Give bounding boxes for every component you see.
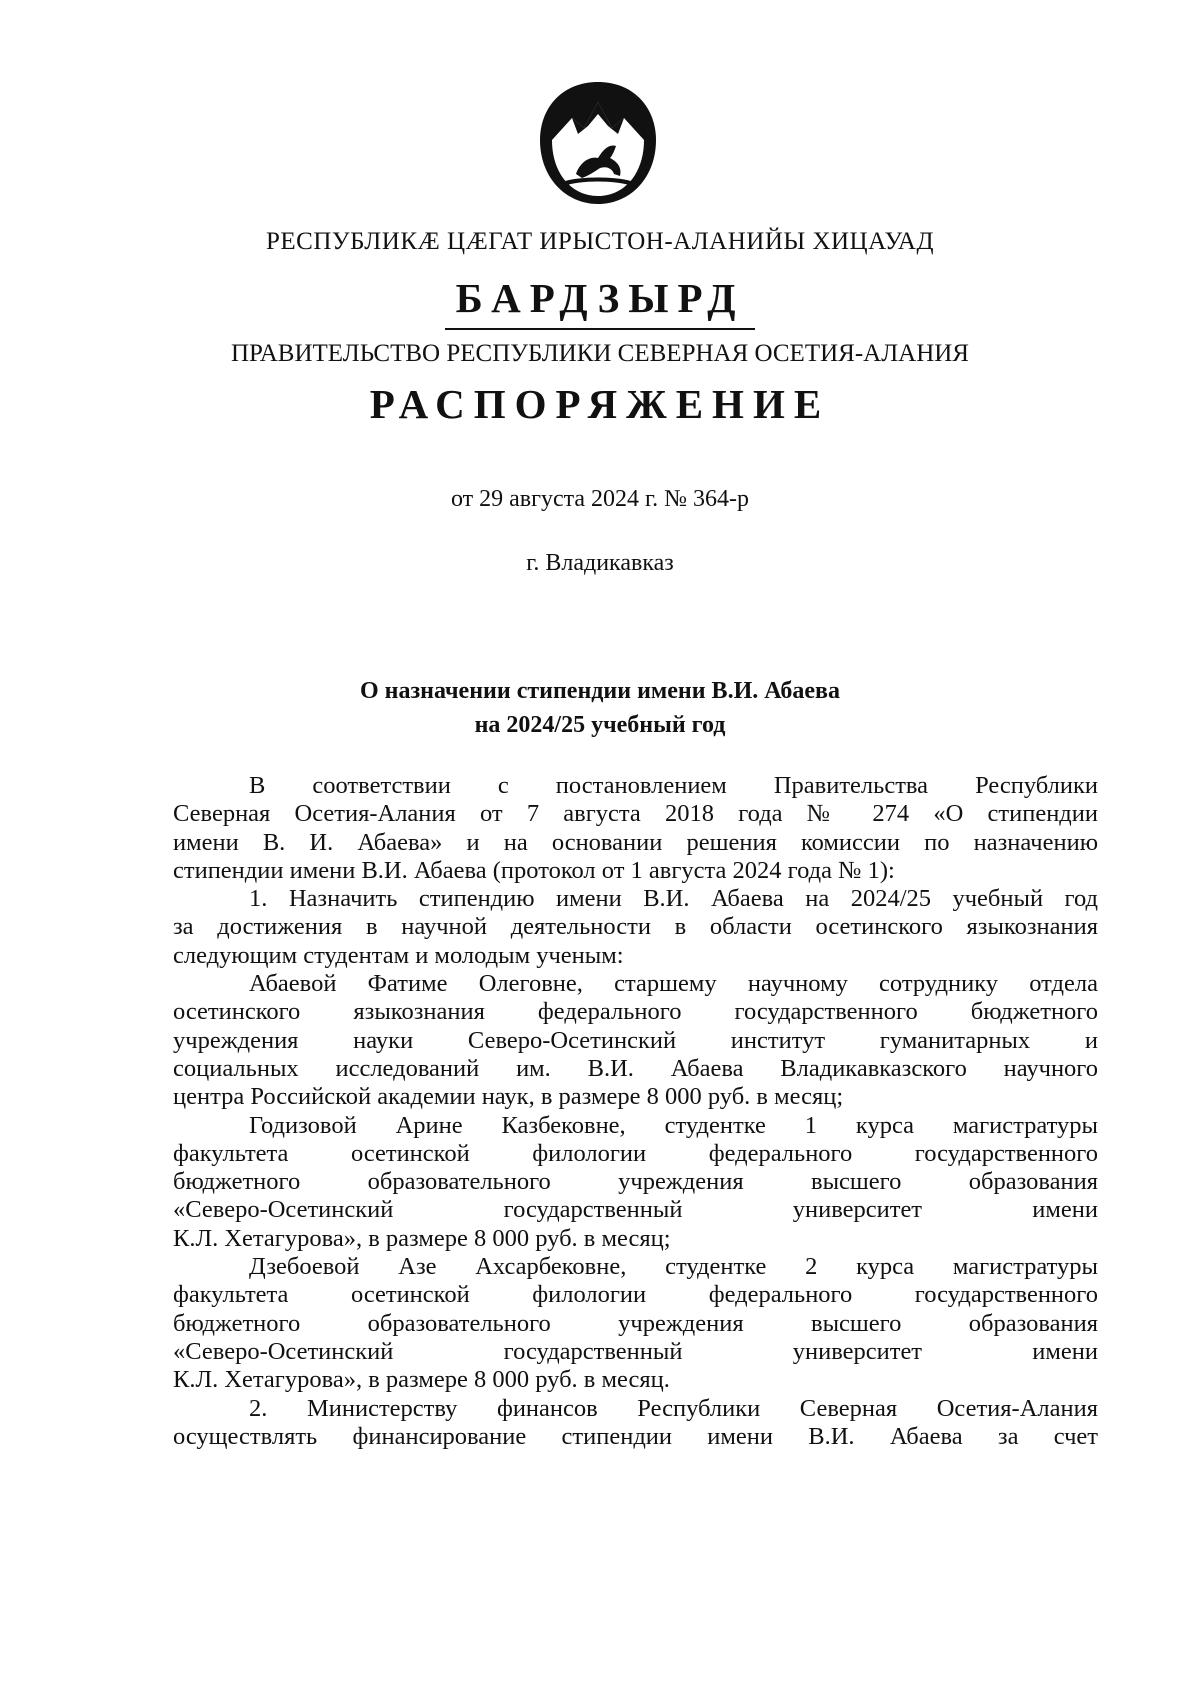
body-line: бюджетного образовательного учреждения высшего образования <box>173 1168 1098 1196</box>
body-line: К.Л. Хетагурова», в размере 8 000 руб. в месяц. <box>173 1366 670 1394</box>
body-line: учреждения науки Северо-Осетинский институт гуманитарных и <box>173 1026 1098 1054</box>
body-line: стипендии имени В.И. Абаева (протокол от 1 августа 2024 года № 1): <box>173 856 895 884</box>
body-line: «Северо-Осетинский государственный университет имени <box>173 1337 1098 1365</box>
body-line: следующим студентам и молодым ученым: <box>173 941 624 969</box>
russian-doc-type: РАСПОРЯЖЕНИЕ <box>369 381 831 427</box>
body-line: факультета осетинской филологии федерального государственного <box>173 1139 1098 1167</box>
emblem-icon <box>538 78 658 208</box>
body-line: 1. Назначить стипендию имени В.И. Абаева на 2024/25 учебный год <box>249 885 1098 913</box>
document-title-line-1: О назначении стипендии имени В.И. Абаева <box>360 678 840 704</box>
document-body <box>173 772 1098 1451</box>
body-line: имени В. И. Абаева» и на основании решения комиссии по назначению <box>173 828 1098 856</box>
body-line: «Северо-Осетинский государственный университет имени <box>173 1196 1098 1224</box>
body-line: К.Л. Хетагурова», в размере 8 000 руб. в месяц; <box>173 1224 671 1252</box>
body-line: В соответствии с постановлением Правительства Республики <box>249 772 1098 799</box>
body-line: за достижения в научной деятельности в области осетинского языкознания <box>173 913 1098 941</box>
body-line: социальных исследований им. В.И. Абаева Владикавказского научного <box>173 1054 1098 1082</box>
body-line: осетинского языкознания федерального государственного бюджетного <box>173 998 1098 1026</box>
document-date-number: от 29 августа 2024 г. № 364-р <box>450 486 750 512</box>
body-line: Абаевой Фатиме Олеговне, старшему научному сотруднику отдела <box>249 970 1098 998</box>
russian-authority: ПРАВИТЕЛЬСТВО РЕСПУБЛИКИ СЕВЕРНАЯ ОСЕТИЯ-АЛАНИЯ <box>230 340 969 367</box>
body-line: Годизовой Арине Казбековне, студентке 1 курса магистратуры <box>249 1111 1098 1139</box>
document-city: г. Владикавказ <box>526 550 674 576</box>
body-line: факультета осетинской филологии федерального государственного <box>173 1281 1098 1309</box>
body-line: центра Российской академии наук, в размере 8 000 руб. в месяц; <box>173 1083 844 1111</box>
document-title-line-2: на 2024/25 учебный год <box>474 712 726 738</box>
header-divider <box>445 328 755 330</box>
ossetian-doc-type: БАРДЗЫРД <box>455 275 745 321</box>
body-line: осуществлять финансирование стипендии имени В.И. Абаева за счет <box>173 1422 1098 1450</box>
body-line: 2. Министерству финансов Республики Северная Осетия-Алания <box>249 1394 1098 1422</box>
body-line: Дзебоевой Азе Ахсарбековне, студентке 2 курса магистратуры <box>249 1253 1098 1281</box>
body-line: Северная Осетия-Алания от 7 августа 2018 года № 274 «О стипендии <box>173 800 1098 828</box>
body-line: бюджетного образовательного учреждения высшего образования <box>173 1309 1098 1337</box>
ossetian-authority: РЕСПУБЛИКÆ ЦÆГАТ ИРЫСТОН-АЛАНИЙЫ ХИЦАУАД <box>265 228 935 255</box>
